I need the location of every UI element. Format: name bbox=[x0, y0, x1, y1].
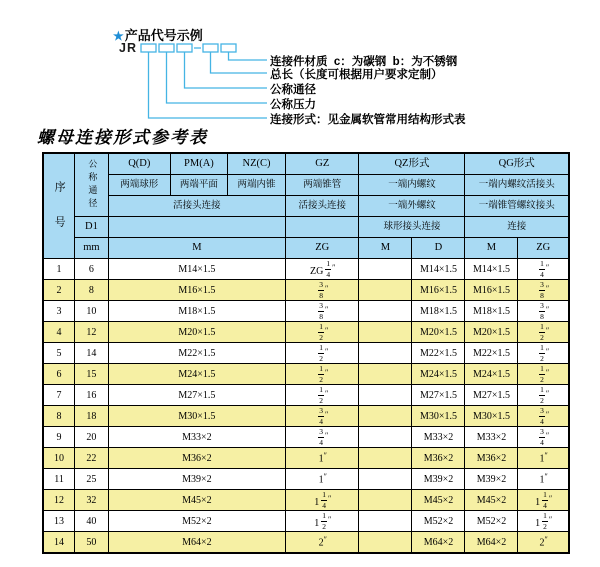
star-icon: ★ bbox=[113, 29, 124, 43]
qz-m-cell bbox=[359, 301, 412, 322]
code-label-nominal-pressure: 公称压力 bbox=[270, 99, 316, 111]
m-thread-cell: M18×1.5 bbox=[108, 301, 285, 322]
code-label-total-length: 总长（长度可根据用户要求定制） bbox=[270, 69, 443, 81]
diagram-heading-text: 产品代号示例 bbox=[124, 28, 203, 43]
header-sub-m3: M bbox=[465, 238, 518, 259]
qz-d-cell: M45×2 bbox=[412, 490, 465, 511]
gz-zg-cell: $\frac{1}{2}$ ″ bbox=[286, 364, 359, 385]
code-box-5 bbox=[221, 44, 236, 52]
header-row-1 bbox=[43, 153, 569, 175]
qz-m-cell bbox=[359, 469, 412, 490]
header-desc-qd: 两端球形 bbox=[108, 175, 170, 196]
mm-cell: 12 bbox=[75, 322, 109, 343]
gz-zg-cell: ZG $\frac{1}{4}$ ″ bbox=[286, 259, 359, 280]
qg-m-cell: M24×1.5 bbox=[465, 364, 518, 385]
qz-m-cell bbox=[359, 259, 412, 280]
seq-cell: 13 bbox=[43, 511, 75, 532]
gz-zg-cell: $\frac{3}{4}$ ″ bbox=[286, 427, 359, 448]
m-thread-cell: M16×1.5 bbox=[108, 280, 285, 301]
qg-zg-cell: $\frac{3}{4}$ ″ bbox=[518, 427, 569, 448]
table-row bbox=[43, 322, 569, 343]
header-desc-qg: 一端内螺纹活接头 bbox=[465, 175, 569, 196]
table-title: 螺母连接形式参考表 bbox=[37, 128, 208, 148]
qg-zg-cell: 1 $\frac{1}{4}$ ″ bbox=[518, 490, 569, 511]
m-thread-cell: M45×2 bbox=[108, 490, 285, 511]
header-sub-zg1: ZG bbox=[286, 238, 359, 259]
table-row bbox=[43, 469, 569, 490]
qz-d-cell: M33×2 bbox=[412, 427, 465, 448]
header-group-qg: QG形式 bbox=[465, 153, 569, 175]
seq-cell: 9 bbox=[43, 427, 75, 448]
code-label-nominal-diameter: 公称通径 bbox=[270, 84, 316, 96]
m-thread-cell: M20×1.5 bbox=[108, 322, 285, 343]
mm-cell: 25 bbox=[75, 469, 109, 490]
m-thread-cell: M36×2 bbox=[108, 448, 285, 469]
header-desc-pma: 两端平面 bbox=[170, 175, 227, 196]
qz-m-cell bbox=[359, 364, 412, 385]
header-nominal-diameter: 公称通径 bbox=[75, 153, 109, 217]
qz-d-cell: M14×1.5 bbox=[412, 259, 465, 280]
mm-cell: 22 bbox=[75, 448, 109, 469]
seq-cell: 2 bbox=[43, 280, 75, 301]
qz-m-cell bbox=[359, 322, 412, 343]
qg-zg-cell: $\frac{1}{4}$ ″ bbox=[518, 259, 569, 280]
qz-m-cell bbox=[359, 511, 412, 532]
header-row-3 bbox=[43, 196, 569, 217]
gz-zg-cell: $\frac{3}{8}$ ″ bbox=[286, 301, 359, 322]
gz-zg-cell: $\frac{1}{2}$ ″ bbox=[286, 343, 359, 364]
qz-m-cell bbox=[359, 343, 412, 364]
code-prefix: JR bbox=[119, 41, 137, 55]
qz-d-cell: M30×1.5 bbox=[412, 406, 465, 427]
m-thread-cell: M24×1.5 bbox=[108, 364, 285, 385]
table-row bbox=[43, 259, 569, 280]
qz-m-cell bbox=[359, 490, 412, 511]
m-thread-cell: M27×1.5 bbox=[108, 385, 285, 406]
header-group-qd: Q(D) bbox=[108, 153, 170, 175]
seq-cell: 3 bbox=[43, 301, 75, 322]
gz-zg-cell: $\frac{3}{8}$ ″ bbox=[286, 280, 359, 301]
header-ball-joint-connection: 球形接头连接 bbox=[359, 217, 465, 238]
product-code-diagram bbox=[0, 0, 600, 152]
header-sub-m1: M bbox=[108, 238, 285, 259]
qz-d-cell: M16×1.5 bbox=[412, 280, 465, 301]
seq-cell: 12 bbox=[43, 490, 75, 511]
mm-cell: 14 bbox=[75, 343, 109, 364]
qg-m-cell: M27×1.5 bbox=[465, 385, 518, 406]
seq-cell: 11 bbox=[43, 469, 75, 490]
header-external-thread: 一端外螺纹 bbox=[359, 196, 465, 217]
header-desc-nzc: 两端内锥 bbox=[227, 175, 285, 196]
qz-d-cell: M27×1.5 bbox=[412, 385, 465, 406]
qg-zg-cell: $\frac{3}{8}$ ″ bbox=[518, 280, 569, 301]
table-row bbox=[43, 511, 569, 532]
header-desc-gz: 两端锥管 bbox=[286, 175, 359, 196]
qz-m-cell bbox=[359, 406, 412, 427]
mm-cell: 15 bbox=[75, 364, 109, 385]
qz-m-cell bbox=[359, 448, 412, 469]
mm-cell: 32 bbox=[75, 490, 109, 511]
seq-cell: 10 bbox=[43, 448, 75, 469]
qg-zg-cell: $\frac{1}{2}$ ″ bbox=[518, 322, 569, 343]
qg-m-cell: M39×2 bbox=[465, 469, 518, 490]
qz-m-cell bbox=[359, 280, 412, 301]
seq-cell: 4 bbox=[43, 322, 75, 343]
qz-d-cell: M64×2 bbox=[412, 532, 465, 554]
table-body bbox=[43, 259, 569, 554]
qg-m-cell: M52×2 bbox=[465, 511, 518, 532]
header-sub-m2: M bbox=[359, 238, 412, 259]
gz-zg-cell: 1 $\frac{1}{4}$ ″ bbox=[286, 490, 359, 511]
seq-cell: 8 bbox=[43, 406, 75, 427]
qg-zg-cell: 1″ bbox=[518, 469, 569, 490]
qg-m-cell: M22×1.5 bbox=[465, 343, 518, 364]
m-thread-cell: M64×2 bbox=[108, 532, 285, 554]
gz-zg-cell: 1 $\frac{1}{2}$ ″ bbox=[286, 511, 359, 532]
header-unit-mm: mm bbox=[75, 238, 109, 259]
table-row bbox=[43, 280, 569, 301]
gz-zg-cell: 1″ bbox=[286, 469, 359, 490]
mm-cell: 18 bbox=[75, 406, 109, 427]
mm-cell: 40 bbox=[75, 511, 109, 532]
header-blank-gz bbox=[286, 217, 359, 238]
nut-connection-reference-table bbox=[42, 152, 570, 554]
qg-zg-cell: $\frac{3}{8}$ ″ bbox=[518, 301, 569, 322]
gz-zg-cell: $\frac{1}{2}$ ″ bbox=[286, 322, 359, 343]
mm-cell: 20 bbox=[75, 427, 109, 448]
table-row bbox=[43, 532, 569, 554]
qg-zg-cell: 1 $\frac{1}{2}$ ″ bbox=[518, 511, 569, 532]
header-row-5 bbox=[43, 238, 569, 259]
code-label-connection-form: 连接形式：见金属软管常用结构形式表 bbox=[270, 114, 466, 126]
qz-d-cell: M18×1.5 bbox=[412, 301, 465, 322]
gz-zg-cell: $\frac{3}{4}$ ″ bbox=[286, 406, 359, 427]
code-box-4 bbox=[203, 44, 218, 52]
m-thread-cell: M22×1.5 bbox=[108, 343, 285, 364]
qz-m-cell bbox=[359, 385, 412, 406]
qg-zg-cell: $\frac{1}{2}$ ″ bbox=[518, 343, 569, 364]
table-row bbox=[43, 448, 569, 469]
header-taper-thread-joint: 一端锥管螺纹接头 bbox=[465, 196, 569, 217]
seq-cell: 6 bbox=[43, 364, 75, 385]
table-row bbox=[43, 490, 569, 511]
qz-d-cell: M36×2 bbox=[412, 448, 465, 469]
mm-cell: 10 bbox=[75, 301, 109, 322]
table-row bbox=[43, 301, 569, 322]
m-thread-cell: M30×1.5 bbox=[108, 406, 285, 427]
table-row bbox=[43, 385, 569, 406]
header-blank-qpn bbox=[108, 217, 285, 238]
qz-d-cell: M22×1.5 bbox=[412, 343, 465, 364]
qg-zg-cell: $\frac{1}{2}$ ″ bbox=[518, 364, 569, 385]
gz-zg-cell: 1″ bbox=[286, 448, 359, 469]
header-union-connection-gz: 活接头连接 bbox=[286, 196, 359, 217]
header-group-nzc: NZ(C) bbox=[227, 153, 285, 175]
header-group-qz: QZ形式 bbox=[359, 153, 465, 175]
code-label-material: 连接件材质 c：为碳钢 b：为不锈钢 bbox=[270, 56, 458, 68]
header-sub-d: D bbox=[412, 238, 465, 259]
m-thread-cell: M52×2 bbox=[108, 511, 285, 532]
gz-zg-cell: 2″ bbox=[286, 532, 359, 554]
header-d1: D1 bbox=[75, 217, 109, 238]
seq-cell: 14 bbox=[43, 532, 75, 554]
seq-cell: 7 bbox=[43, 385, 75, 406]
header-group-pma: PM(A) bbox=[170, 153, 227, 175]
code-box-1 bbox=[141, 44, 156, 52]
mm-cell: 16 bbox=[75, 385, 109, 406]
qg-m-cell: M45×2 bbox=[465, 490, 518, 511]
header-group-gz: GZ bbox=[286, 153, 359, 175]
table-row bbox=[43, 427, 569, 448]
qg-m-cell: M33×2 bbox=[465, 427, 518, 448]
header-union-connection: 活接头连接 bbox=[108, 196, 285, 217]
seq-cell: 1 bbox=[43, 259, 75, 280]
m-thread-cell: M39×2 bbox=[108, 469, 285, 490]
qg-m-cell: M20×1.5 bbox=[465, 322, 518, 343]
header-row-4 bbox=[43, 217, 569, 238]
code-box-3 bbox=[177, 44, 192, 52]
header-row-2 bbox=[43, 175, 569, 196]
gz-zg-cell: $\frac{1}{2}$ ″ bbox=[286, 385, 359, 406]
qg-m-cell: M30×1.5 bbox=[465, 406, 518, 427]
qg-zg-cell: 1″ bbox=[518, 448, 569, 469]
qg-m-cell: M16×1.5 bbox=[465, 280, 518, 301]
table-row bbox=[43, 406, 569, 427]
m-thread-cell: M33×2 bbox=[108, 427, 285, 448]
qg-zg-cell: $\frac{3}{4}$ ″ bbox=[518, 406, 569, 427]
qg-zg-cell: $\frac{1}{2}$ ″ bbox=[518, 385, 569, 406]
qg-m-cell: M36×2 bbox=[465, 448, 518, 469]
qz-m-cell bbox=[359, 427, 412, 448]
table-row bbox=[43, 364, 569, 385]
mm-cell: 8 bbox=[75, 280, 109, 301]
qz-d-cell: M24×1.5 bbox=[412, 364, 465, 385]
qz-m-cell bbox=[359, 532, 412, 554]
qg-m-cell: M18×1.5 bbox=[465, 301, 518, 322]
header-connection: 连接 bbox=[465, 217, 569, 238]
qg-m-cell: M64×2 bbox=[465, 532, 518, 554]
m-thread-cell: M14×1.5 bbox=[108, 259, 285, 280]
header-desc-qz: 一端内螺纹 bbox=[359, 175, 465, 196]
table-row bbox=[43, 343, 569, 364]
qz-d-cell: M52×2 bbox=[412, 511, 465, 532]
seq-cell: 5 bbox=[43, 343, 75, 364]
mm-cell: 6 bbox=[75, 259, 109, 280]
mm-cell: 50 bbox=[75, 532, 109, 554]
qz-d-cell: M39×2 bbox=[412, 469, 465, 490]
code-box-2 bbox=[159, 44, 174, 52]
header-seq: 序号 bbox=[43, 153, 75, 259]
qg-zg-cell: 2″ bbox=[518, 532, 569, 554]
qg-m-cell: M14×1.5 bbox=[465, 259, 518, 280]
qz-d-cell: M20×1.5 bbox=[412, 322, 465, 343]
header-sub-zg2: ZG bbox=[518, 238, 569, 259]
